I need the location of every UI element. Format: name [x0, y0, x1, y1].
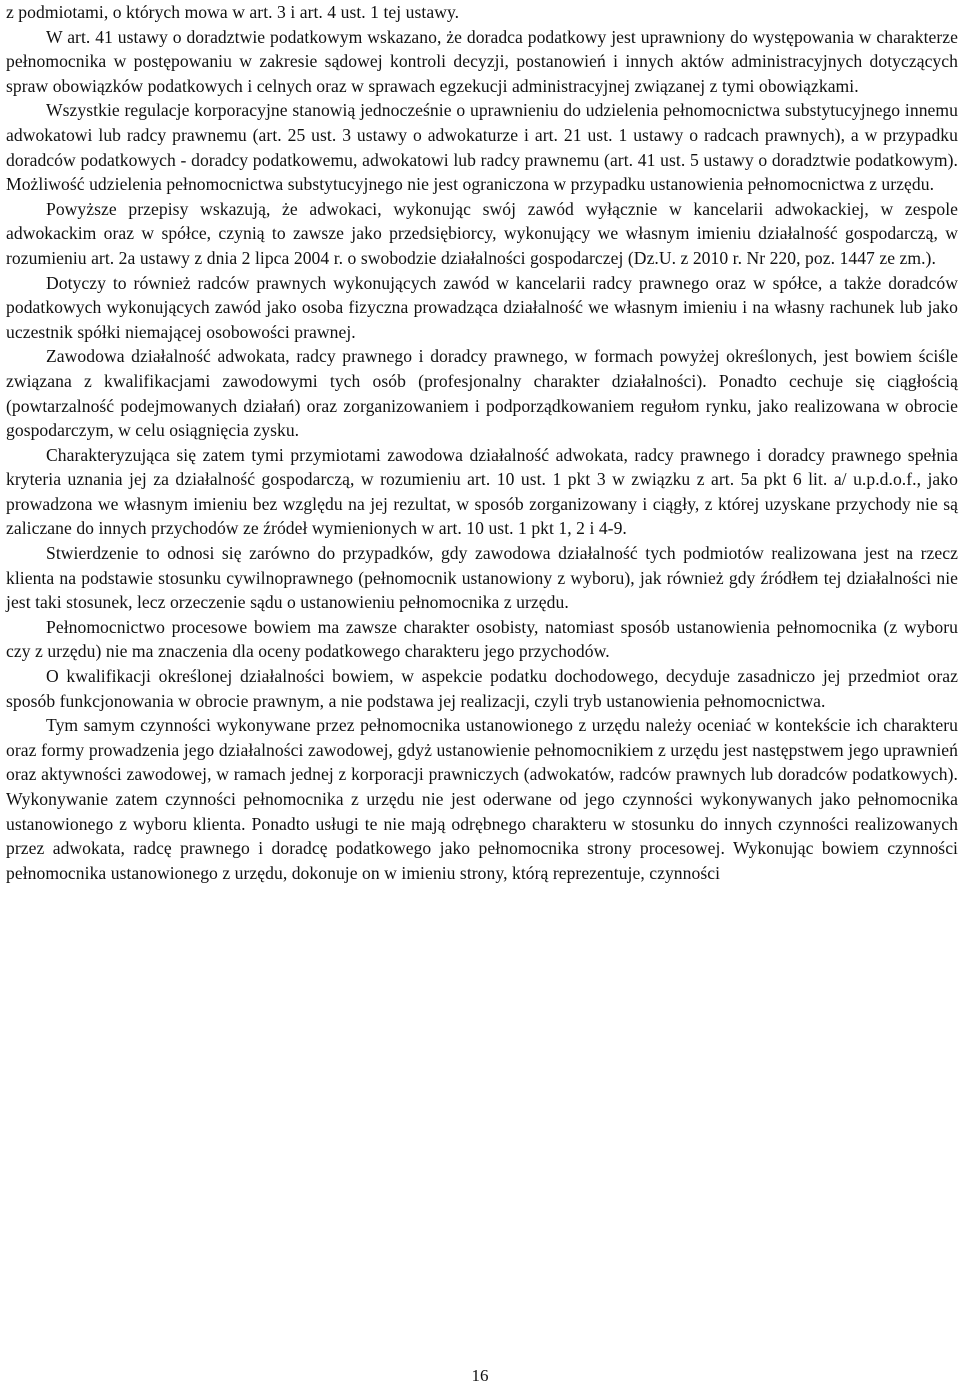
paragraph-7: Charakteryzująca się zatem tymi przymiotami zawodowa działalność adwokata, radcy prawnego i doradcy prawnego spełnia kryteria uznania jej za działalność gospodarczą, w rozumieniu art. 10 ust. 1 pkt 3 w związku z art. 5a pkt 6 lit. a/ u.p.d.o.f., jako prowadzona we własnym imieniu bez względu na jej rezultat, w sposób zorganizowany i ciągły, z której uzyskane przychody nie są zaliczane do innych przychodów ze źródeł wymienionych w art. 10 ust. 1 pkt 1, 2 i 4-9. [6, 444, 958, 539]
paragraph-11: Tym samym czynności wykonywane przez pełnomocnika ustanowionego z urzędu należy oceniać w kontekście ich charakteru oraz formy prowadzenia jego działalności zawodowej, gdyż ustanowienie pełnomocnikiem z urzędu jest następstwem jego uprawnień oraz aktywności zawodowej, w ramach jednej z korporacji prawniczych (adwokatów, radców prawnych lub doradców podatkowych). Wykonywanie zatem czynności pełnomocnika z urzędu nie jest oderwane od jego czynności wykonywanych jako pełnomocnika ustanowionego z wyboru klienta. Ponadto usługi te nie mają odrębnego charakteru w stosunku do innych czynności realizowanych przez adwokata, radcę prawnego i doradcę podatkowego jako pełnomocnika strony procesowej. Wykonując bowiem czynności pełnomocnika ustanowionego z urzędu, dokonuje on w imieniu strony, którą reprezentuje, czynności [6, 715, 958, 883]
paragraph-9: Pełnomocnictwo procesowe bowiem ma zawsze charakter osobisty, natomiast sposób ustanowienia pełnomocnika (z wyboru czy z urzędu) nie ma znaczenia dla oceny podatkowego charakteru jego przychodów. [6, 616, 958, 662]
document-page [6, 0, 958, 885]
paragraph-6: Zawodowa działalność adwokata, radcy prawnego i doradcy prawnego, w formach powyżej określonych, jest bowiem ściśle związana z kwalifikacjami zawodowymi tych osób (profesjonalny charakter działalności). Ponadto cechuje się ciągłością (powtarzalność podejmowanych działań) oraz zorganizowaniem i podporządkowaniem regułom rynku, jako realizowana w obrocie gospodarczym, w celu osiągnięcia zysku. [6, 346, 958, 441]
paragraph-8: Stwierdzenie to odnosi się zarówno do przypadków, gdy zawodowa działalność tych podmiotów realizowana jest na rzecz klienta na podstawie stosunku cywilnoprawnego (pełnomocnik ustanowiony z wyboru), jak również gdy źródłem tej działalności nie jest taki stosunek, lecz orzeczenie sądu o ustanowieniu pełnomocnika z urzędu. [6, 543, 958, 613]
paragraph-10: O kwalifikacji określonej działalności bowiem, w aspekcie podatku dochodowego, decyduje zasadniczo jej przedmiot oraz sposób funkcjonowania w obrocie prawnym, a nie podstawa jej realizacji, czyli tryb ustanowienia pełnomocnictwa. [6, 666, 958, 711]
paragraph-1: z podmiotami, o których mowa w art. 3 i art. 4 ust. 1 tej ustawy. [6, 2, 460, 22]
paragraph-5: Dotyczy to również radców prawnych wykonujących zawód w kancelarii radcy prawnego oraz w spółce, a także doradców podatkowych wykonujących zawód jako osoba fizyczna prowadząca działalność we własnym imieniu i na własny rachunek lub jako uczestnik spółki niemającej osobowości prawnej. [6, 272, 958, 342]
paragraph-3: Wszystkie regulacje korporacyjne stanowią jednocześnie o uprawnieniu do udzielenia pełnomocnictwa substytucyjnego innemu adwokatowi lub radcy prawnemu (art. 25 ust. 3 ustawy o adwokaturze i art. 21 ust. 1 ustawy o radcach prawnych), a w przypadku doradców podatkowych - doradcy podatkowemu, adwokatowi lub radcy prawnemu (art. 41 ust. 5 ustawy o doradztwie podatkowym). Możliwość udzielenia pełnomocnictwa substytucyjnego nie jest ograniczona w przypadku ustanowienia pełnomocnictwa z urzędu. [6, 100, 958, 195]
paragraph-2: W art. 41 ustawy o doradztwie podatkowym wskazano, że doradca podatkowy jest uprawniony do występowania w charakterze pełnomocnika w postępowaniu w zakresie sądowej kontroli decyzji, postanowień i innych aktów administracyjnych dotyczących spraw obowiązków podatkowych i celnych oraz w sprawach egzekucji administracyjnej związanej z tymi obowiązkami. [6, 26, 958, 96]
paragraph-4: Powyższe przepisy wskazują, że adwokaci, wykonując swój zawód wyłącznie w kancelarii adwokackiej, w zespole adwokackim oraz w spółce, czynią to zawsze jako przedsiębiorcy, wykonujący we własnym imieniu działalność gospodarczą, w rozumieniu art. 2a ustawy z dnia 2 lipca 2004 r. o swobodzie działalności gospodarczej (Dz.U. z 2010 r. Nr 220, poz. 1447 ze zm.). [6, 198, 958, 268]
page-number: 16 [471, 1366, 489, 1385]
